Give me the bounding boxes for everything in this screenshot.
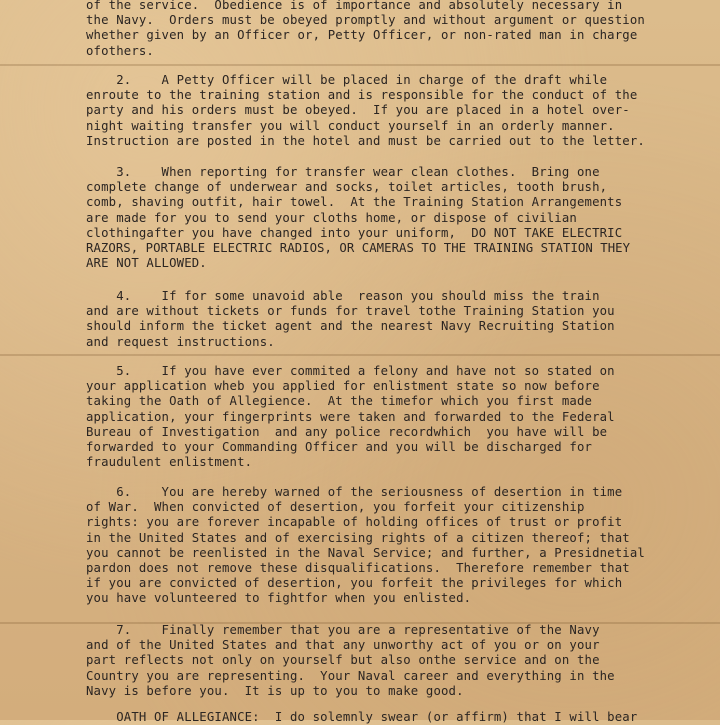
text-line: if you are convicted of desertion, you forfeit the privileges for which — [86, 576, 623, 591]
text-line: 5. If you have ever commited a felony and have not so stated on — [86, 364, 615, 378]
text-line: complete change of underwear and socks, toilet articles, tooth brush, — [86, 180, 608, 195]
oath-of-allegiance-heading — [86, 710, 686, 725]
paragraph-7 — [86, 623, 686, 699]
text-line: OATH OF ALLEGIANCE: I do solemnly swear (or affirm) that I will bear — [86, 710, 638, 724]
text-line: rights: you are forever incapable of holding offices of trust or profit — [86, 515, 623, 530]
text-line: of the service. Obedience is of importance and absolutely necessary in — [86, 0, 623, 12]
paragraph-4 — [86, 289, 686, 350]
text-line: and are without tickets or funds for travel tothe Training Station you — [86, 304, 615, 319]
text-line: pardon does not remove these disqualifications. Therefore remember that — [86, 561, 630, 576]
text-line: of War. When convicted of desertion, you forfeit your citizenship — [86, 500, 585, 515]
text-line: enroute to the training station and is responsible for the conduct of the — [86, 88, 638, 103]
text-line: ofothers. — [86, 43, 154, 58]
text-line: and request instructions. — [86, 334, 275, 349]
text-line: are made for you to send your cloths home, or dispose of civilian — [86, 210, 577, 225]
paragraph-6 — [86, 485, 686, 607]
text-line: Country you are representing. Your Naval career and everything in the — [86, 668, 615, 683]
text-line: you cannot be reenlisted in the Naval Service; and further, a Presidnetial — [86, 545, 645, 560]
paper-fold-line — [0, 64, 720, 66]
text-line: Instruction are posted in the hotel and must be carried out to the letter. — [86, 133, 645, 148]
text-line: whether given by an Officer or, Petty Officer, or non-rated man in charge — [86, 28, 638, 43]
text-line: taking the Oath of Allegience. At the timefor which you first made — [86, 394, 593, 409]
text-line: 2. A Petty Officer will be placed in charge of the draft while — [86, 73, 608, 87]
text-line: ARE NOT ALLOWED. — [86, 256, 207, 271]
text-line: 3. When reporting for transfer wear clean clothes. Bring one — [86, 165, 600, 179]
text-line: Bureau of Investigation and any police recordwhich you have will be — [86, 424, 608, 439]
paragraph-1-continued — [86, 0, 686, 59]
text-line: application, your fingerprints were taken and forwarded to the Federal — [86, 409, 615, 424]
text-line: 4. If for some unavoid able reason you should miss the train — [86, 289, 600, 303]
text-line: fraudulent enlistment. — [86, 455, 253, 470]
text-line: forwarded to your Commanding Officer and you will be discharged for — [86, 440, 593, 455]
text-line: night waiting transfer you will conduct yourself in an orderly manner. — [86, 118, 615, 133]
paragraph-5 — [86, 364, 686, 470]
text-line: in the United States and of exercising rights of a citizen thereof; that — [86, 530, 630, 545]
text-line: Navy is before you. It is up to you to make good. — [86, 683, 464, 698]
text-line: party and his orders must be obeyed. If you are placed in a hotel over- — [86, 103, 630, 118]
paper-fold-line — [0, 354, 720, 356]
paragraph-2 — [86, 73, 686, 149]
text-line: the Navy. Orders must be obeyed promptly and without argument or question — [86, 13, 645, 28]
text-line: and of the United States and that any unworthy act of you or on your — [86, 638, 600, 653]
text-line: should inform the ticket agent and the nearest Navy Recruiting Station — [86, 319, 615, 334]
text-line: clothingafter you have changed into your uniform, DO NOT TAKE ELECTRIC — [86, 225, 623, 240]
paragraph-3 — [86, 165, 686, 271]
text-line: your application wheb you applied for enlistment state so now before — [86, 379, 600, 394]
text-line: comb, shaving outfit, hair towel. At the Training Station Arrangements — [86, 195, 623, 210]
text-line: you have volunteered to fightfor when you enlisted. — [86, 591, 472, 606]
text-line: part reflects not only on yourself but also onthe service and on the — [86, 653, 600, 668]
text-line: 6. You are hereby warned of the seriousness of desertion in time — [86, 485, 623, 499]
text-line: 7. Finally remember that you are a representative of the Navy — [86, 623, 600, 637]
text-line: RAZORS, PORTABLE ELECTRIC RADIOS, OR CAMERAS TO THE TRAINING STATION THEY — [86, 241, 631, 256]
